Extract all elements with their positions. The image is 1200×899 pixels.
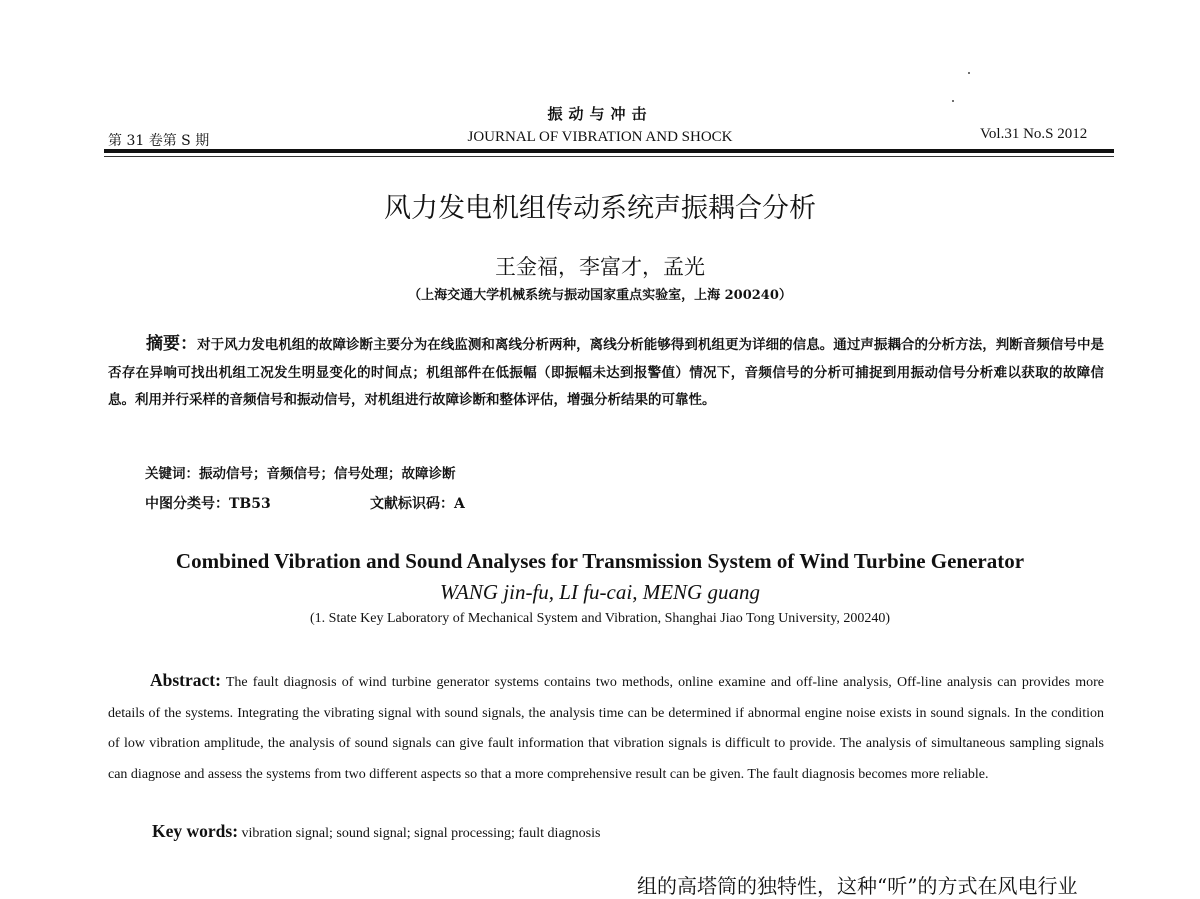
paper-title-cn: 风力发电机组传动系统声振耦合分析 — [384, 193, 816, 224]
volume-issue-en: Vol.31 No.S 2012 — [980, 126, 1088, 142]
abstract-en-text: The fault diagnosis of wind turbine generator systems contains two methods, online examine and off-line analysis, Off-line analysis can provides more details of the systems. Integrating the vibrating signal with sound signals, the analysis time can be determined if abnormal engine noise exists in sound signals. In the condition of low vibration amplitude, the analysis of sound signals can give fault information that vibration signals is difficult to provide. The analysis of simultaneous sampling signals can diagnose and assess the systems from two different aspects so that a more comprehensive result can be given. The fault diagnosis becomes more reliable. — [108, 675, 1104, 782]
keywords-cn: 关键词：振动信号；音频信号；信号处理；故障诊断 — [145, 466, 456, 482]
keywords-en-text: vibration signal; sound signal; signal processing; fault diagnosis — [238, 826, 601, 841]
header-rule-thin — [104, 156, 1114, 157]
document-code-cn: 文献标识码：A — [370, 496, 465, 512]
journal-title-en: JOURNAL OF VIBRATION AND SHOCK — [467, 129, 733, 145]
scan-speck — [968, 72, 970, 74]
volume-issue-cn: 第 31 卷第 S 期 — [108, 133, 210, 149]
abstract-cn-text: 对于风力发电机组的故障诊断主要分为在线监测和离线分析两种，离线分析能够得到机组更为详细的信息。通过声振耦合的分析方法，判断音频信号中是否存在异响可找出机组工况发生明显变化的时间点；机组部件在低振幅（即振幅未达到报警值）情况下，音频信号的分析可捕捉到用振动信号分析难以获取的故障信息。利用并行采样的音频信号和振动信号，对机组进行故障诊断和整体评估，增强分析结果的可靠性。 — [108, 337, 1104, 408]
affiliation-en: (1. State Key Laboratory of Mechanical System and Vibration, Shanghai Jiao Tong University, 200240) — [310, 611, 890, 626]
abstract-cn — [108, 331, 1104, 415]
authors-en: WANG jin-fu, LI fu-cai, MENG guang — [440, 580, 760, 604]
abstract-en — [108, 665, 1104, 790]
body-text-fragment: 组的高塔筒的独特性，这种“听”的方式在风电行业 — [637, 874, 1078, 898]
paper-title-en: Combined Vibration and Sound Analyses for Transmission System of Wind Turbine Generator — [175, 549, 1025, 573]
abstract-en-label: Abstract: — [150, 670, 221, 690]
scan-speck — [952, 100, 954, 102]
classification-number-cn: 中图分类号：TB53 — [145, 496, 271, 512]
authors-cn: 王金福，李富才，孟光 — [495, 255, 705, 279]
keywords-en-label: Key words: — [152, 821, 239, 841]
keywords-en — [152, 821, 600, 842]
header-rule-thick — [104, 149, 1114, 153]
journal-title-cn: 振动与冲击 — [547, 105, 653, 123]
affiliation-cn: （上海交通大学机械系统与振动国家重点实验室，上海 200240） — [408, 288, 792, 303]
abstract-cn-label: 摘要： — [146, 334, 198, 354]
